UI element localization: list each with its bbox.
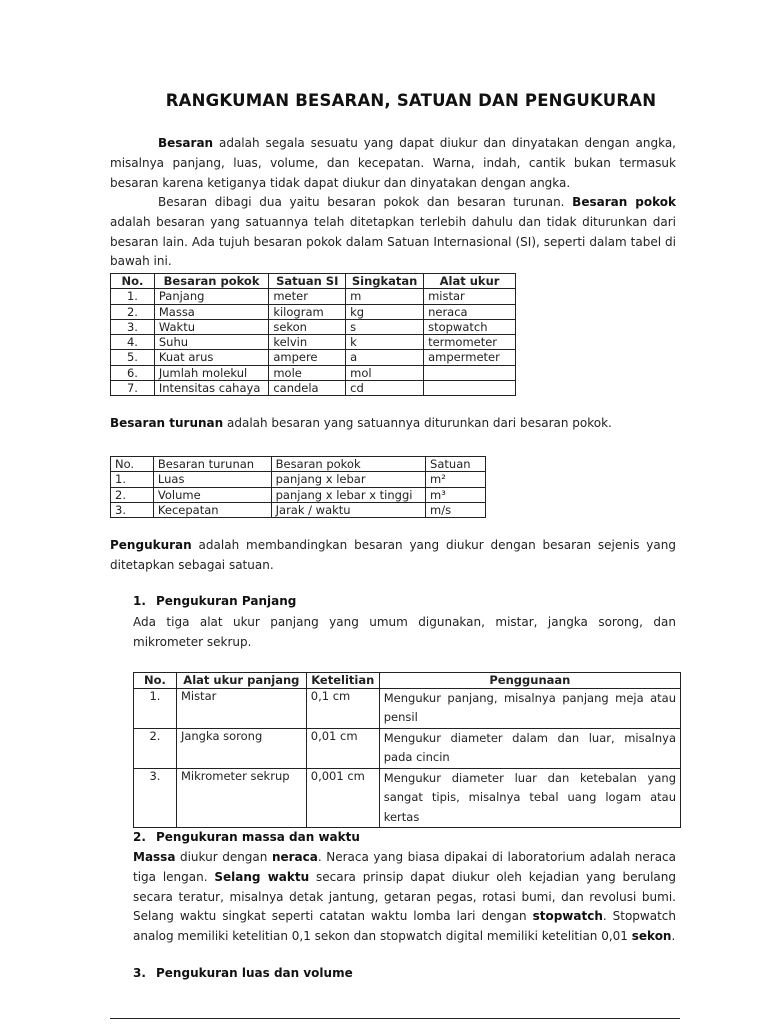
section-heading-massa-waktu bbox=[133, 830, 360, 844]
section-text-panjang: Ada tiga alat ukur panjang yang umum digunakan, mistar, jangka sorong, dan mikrometer sekrup. bbox=[133, 615, 676, 649]
table-row bbox=[111, 472, 486, 487]
table-cell: 1. bbox=[111, 472, 154, 487]
paragraph-pengukuran bbox=[110, 536, 676, 576]
table-cell: Intensitas cahaya bbox=[154, 381, 268, 396]
table-cell: Kecepatan bbox=[153, 502, 271, 517]
paragraph-text: Besaran dibagi dua yaitu besaran pokok dan besaran turunan. bbox=[158, 195, 573, 209]
term-selang-waktu: Selang waktu bbox=[214, 869, 310, 884]
table-cell: m² bbox=[426, 472, 486, 487]
table-cell: kilogram bbox=[269, 304, 346, 319]
table-header-cell: Alat ukur panjang bbox=[176, 673, 306, 689]
paragraph-text: adalah besaran yang satuannya diturunkan dari besaran pokok. bbox=[223, 416, 612, 430]
table-cell: Jangka sorong bbox=[176, 728, 306, 768]
table-cell: Luas bbox=[153, 472, 271, 487]
table-row bbox=[111, 319, 516, 334]
table-cell: kelvin bbox=[269, 335, 346, 350]
table-header-cell: Ketelitian bbox=[306, 673, 379, 689]
table-besaran-pokok bbox=[110, 273, 516, 396]
section-heading-panjang bbox=[133, 594, 296, 608]
table-row bbox=[134, 768, 681, 828]
table-header-row bbox=[134, 673, 681, 689]
table-row bbox=[111, 335, 516, 350]
table-cell: mol bbox=[346, 365, 424, 380]
table-cell: Waktu bbox=[154, 319, 268, 334]
table-header-cell: Besaran pokok bbox=[271, 457, 425, 472]
table-cell: panjang x lebar x tinggi bbox=[271, 487, 425, 502]
table-cell: neraca bbox=[424, 304, 516, 319]
table-cell: 3. bbox=[111, 319, 155, 334]
section-number: 1. bbox=[133, 594, 146, 608]
paragraph-besaran-pokok bbox=[110, 193, 676, 272]
paragraph-text: . Stopwatch analog memiliki ketelitian 0,1 sekon dan stopwatch digital memiliki ketelitian 0,01 bbox=[133, 909, 676, 944]
table-row bbox=[111, 502, 486, 517]
document-title: RANGKUMAN BESARAN, SATUAN DAN PENGUKURAN bbox=[165, 91, 657, 110]
term-besaran-pokok: Besaran pokok bbox=[572, 195, 676, 209]
table-header-cell: No. bbox=[111, 274, 155, 289]
term-pengukuran: Pengukuran bbox=[110, 538, 192, 552]
section-title: Pengukuran massa dan waktu bbox=[156, 830, 360, 844]
table-row bbox=[134, 688, 681, 728]
table-cell: Mengukur diameter dalam dan luar, misalnya pada cincin bbox=[379, 728, 680, 768]
table-header-cell: Satuan SI bbox=[269, 274, 346, 289]
table-cell: stopwatch bbox=[424, 319, 516, 334]
table-cell: 0,1 cm bbox=[306, 688, 379, 728]
table-besaran-turunan bbox=[110, 456, 486, 518]
table-cell: m/s bbox=[426, 502, 486, 517]
table-alat-ukur-panjang bbox=[133, 672, 681, 828]
table-cell bbox=[424, 365, 516, 380]
table-cell: Panjang bbox=[154, 289, 268, 304]
table-cell: termometer bbox=[424, 335, 516, 350]
table-cell: s bbox=[346, 319, 424, 334]
table-cell: k bbox=[346, 335, 424, 350]
table-cell: 3. bbox=[134, 768, 177, 828]
table-cell: mole bbox=[269, 365, 346, 380]
paragraph-text: adalah besaran yang satuannya telah ditetapkan terlebih dahulu dan tidak diturunkan dari besaran lain. Ada tujuh besaran pokok dalam Satuan Internasional (SI), seperti dalam tabel di bawah ini. bbox=[110, 214, 676, 269]
table-cell: 1. bbox=[134, 688, 177, 728]
paragraph-text: adalah segala sesuatu yang dapat diukur dan dinyatakan dengan angka, misalnya panjang, luas, volume, dan kecepatan. Warna, indah, cantik bukan termasuk besaran karena ketiganya tidak dapat diukur dan dinyatakan dengan angka. bbox=[110, 136, 676, 190]
paragraph-besaran-turunan bbox=[110, 414, 676, 434]
term-besaran: Besaran bbox=[158, 136, 214, 150]
table-cell: sekon bbox=[269, 319, 346, 334]
table-cell: Kuat arus bbox=[154, 350, 268, 365]
table-cell: ampere bbox=[269, 350, 346, 365]
table-row bbox=[134, 728, 681, 768]
table-cell: Massa bbox=[154, 304, 268, 319]
term-massa: Massa bbox=[133, 850, 176, 864]
table-cell: Mikrometer sekrup bbox=[176, 768, 306, 828]
section-heading-luas-volume bbox=[133, 966, 353, 980]
table-cell: 0,01 cm bbox=[306, 728, 379, 768]
table-cell: Jarak / waktu bbox=[271, 502, 425, 517]
table-cell: 2. bbox=[111, 487, 154, 502]
table-cell: Mengukur panjang, misalnya panjang meja atau pensil bbox=[379, 688, 680, 728]
table-cell: Mengukur diameter luar dan ketebalan yang sangat tipis, misalnya tebal uang logam atau kertas bbox=[379, 768, 680, 828]
paragraph-text: . Neraca yang biasa dipakai di laboratorium adalah neraca tiga lengan. bbox=[133, 850, 676, 884]
table-cell: 0,001 cm bbox=[306, 768, 379, 828]
table-header-row bbox=[111, 274, 516, 289]
table-header-row bbox=[111, 457, 486, 472]
table-header-cell: Alat ukur bbox=[424, 274, 516, 289]
table-cell: candela bbox=[269, 381, 346, 396]
table-cell: Volume bbox=[153, 487, 271, 502]
table-row bbox=[111, 304, 516, 319]
term-neraca: neraca bbox=[271, 850, 318, 864]
section-number: 3. bbox=[133, 966, 146, 980]
table-cell bbox=[424, 381, 516, 396]
table-cell: 2. bbox=[134, 728, 177, 768]
table-cell: m bbox=[346, 289, 424, 304]
term-besaran-turunan: Besaran turunan bbox=[110, 416, 224, 430]
paragraph-text: diukur dengan bbox=[175, 850, 272, 864]
footer-divider bbox=[110, 1018, 680, 1019]
term-sekon: sekon bbox=[631, 929, 672, 944]
table-row bbox=[111, 365, 516, 380]
table-header-cell: No. bbox=[134, 673, 177, 689]
table-cell: 4. bbox=[111, 335, 155, 350]
table-header-cell: Penggunaan bbox=[379, 673, 680, 689]
table-header-cell: No. bbox=[111, 457, 154, 472]
table-cell: cd bbox=[346, 381, 424, 396]
table-cell: Mistar bbox=[176, 688, 306, 728]
table-cell: Jumlah molekul bbox=[154, 365, 268, 380]
table-cell: a bbox=[346, 350, 424, 365]
table-cell: panjang x lebar bbox=[271, 472, 425, 487]
section-text-massa-waktu bbox=[133, 848, 676, 947]
section-title: Pengukuran Panjang bbox=[156, 594, 297, 608]
paragraph-text: secara prinsip dapat diukur oleh kejadian yang berulang secara teratur, misalnya detak jantung, getaran pegas, rotasi bumi, dan revolusi bumi. Selang waktu singkat seperti catatan waktu lomba lari dengan bbox=[133, 869, 676, 924]
table-cell: Suhu bbox=[154, 335, 268, 350]
table-header-cell: Singkatan bbox=[346, 274, 424, 289]
term-stopwatch: stopwatch bbox=[532, 909, 603, 924]
section-title: Pengukuran luas dan volume bbox=[156, 966, 353, 980]
paragraph-text: . bbox=[671, 929, 676, 944]
section-number: 2. bbox=[133, 830, 146, 844]
table-header-cell: Besaran pokok bbox=[154, 274, 268, 289]
table-row bbox=[111, 487, 486, 502]
table-header-cell: Besaran turunan bbox=[153, 457, 271, 472]
paragraph-text: adalah membandingkan besaran yang diukur dengan besaran sejenis yang ditetapkan sebagai satuan. bbox=[110, 538, 676, 572]
table-cell: m³ bbox=[426, 487, 486, 502]
table-cell: ampermeter bbox=[424, 350, 516, 365]
table-cell: 7. bbox=[111, 381, 155, 396]
table-cell: 3. bbox=[111, 502, 154, 517]
table-cell: 1. bbox=[111, 289, 155, 304]
table-row bbox=[111, 289, 516, 304]
table-row bbox=[111, 381, 516, 396]
table-cell: 6. bbox=[111, 365, 155, 380]
paragraph-besaran bbox=[110, 134, 676, 193]
table-cell: meter bbox=[269, 289, 346, 304]
table-header-cell: Satuan bbox=[426, 457, 486, 472]
table-row bbox=[111, 350, 516, 365]
table-cell: 2. bbox=[111, 304, 155, 319]
table-cell: 5. bbox=[111, 350, 155, 365]
table-cell: mistar bbox=[424, 289, 516, 304]
table-cell: kg bbox=[346, 304, 424, 319]
